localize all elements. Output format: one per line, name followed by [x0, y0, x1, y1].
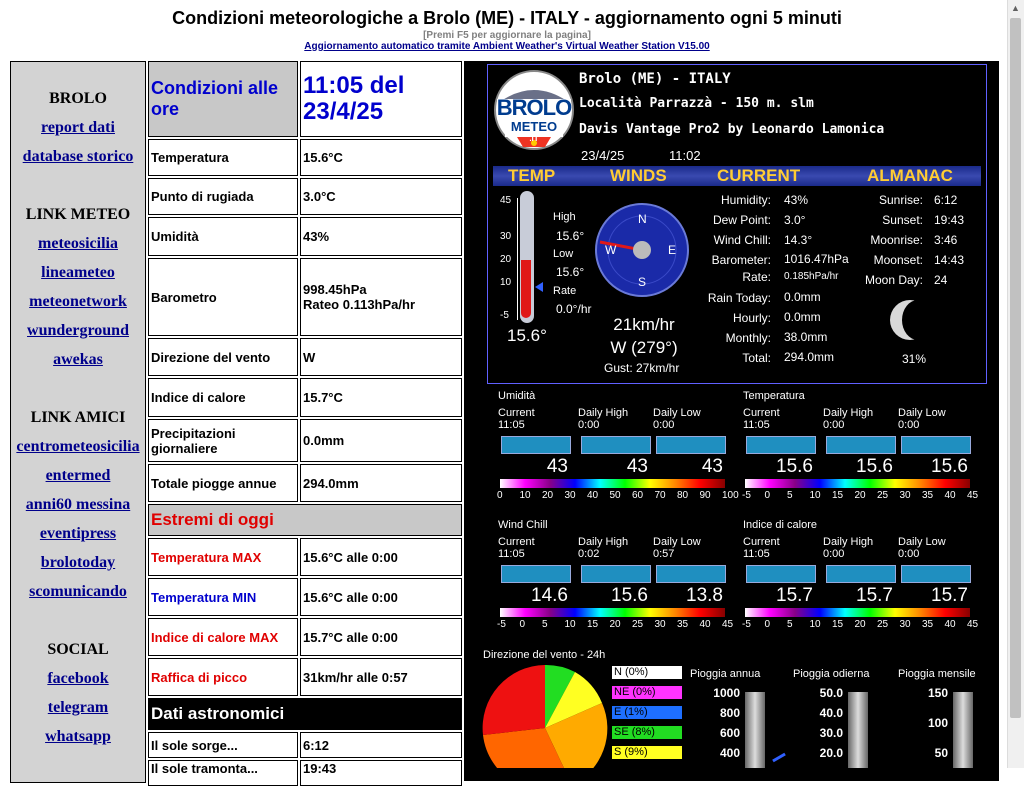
rain-gauge-title-1: Pioggia odierna	[793, 668, 870, 680]
row-label-umidita: Umidità	[148, 217, 298, 256]
current-value-rate: 0.185hPa/hr	[784, 271, 839, 282]
gauge-indice-calore-scale-tick: 10	[809, 619, 821, 630]
row-value-umidita: 43%	[300, 217, 462, 256]
gauge-temperatura-lcd-0	[746, 436, 816, 454]
current-label-dewpoint: Dew Point:	[712, 213, 771, 227]
rain-gauge-tick-1: 20.0	[819, 746, 843, 760]
temp-high-label: High	[553, 211, 576, 223]
scroll-up-arrow-icon[interactable]: ▲	[1011, 3, 1020, 13]
thermo-tick-20: 20	[500, 254, 512, 265]
gauge-indice-calore-value-1: 15.7	[856, 585, 893, 606]
gauge-temperatura-scale-tick: 35	[922, 490, 934, 501]
gauge-umidita-scale-tick: 20	[542, 490, 554, 501]
gauge-temperatura-scale-tick: 30	[899, 490, 911, 501]
console-date: 23/4/25	[581, 148, 625, 163]
sidebar-link-meteonetwork[interactable]: meteonetwork	[29, 293, 127, 310]
almanac-value-moonrise: 3:46	[934, 233, 958, 247]
row-value-barometro	[300, 258, 462, 336]
vws-console	[487, 64, 987, 384]
gauge-indice-calore-scale-tick: 5	[787, 619, 793, 630]
extreme-value-tmin: 15.6°C alle 0:00	[300, 578, 462, 616]
extreme-value-heat-max: 15.7°C alle 0:00	[300, 618, 462, 656]
moon-percent: 31%	[902, 352, 927, 366]
gauge-temperatura-col-time-1: 0:00	[823, 419, 845, 431]
barometro-rate: Rateo 0.113hPa/hr	[303, 297, 415, 312]
gauge-temperatura-col-label-2: Daily Low	[898, 407, 946, 419]
sidebar-link-whatsapp[interactable]: whatsapp	[45, 728, 111, 745]
row-value-indice-calore: 15.7°C	[300, 378, 462, 417]
current-value-rain-today: 0.0mm	[784, 290, 821, 304]
auto-update-link-text[interactable]: Aggiornamento automatico tramite Ambient Weather's Virtual Weather Station V15.00	[304, 41, 710, 52]
temp-rate-label: Rate	[553, 285, 577, 297]
almanac-label-moonset: Moonset:	[873, 253, 923, 267]
gauge-wind-chill-col-time-2: 0:57	[653, 548, 675, 560]
gauge-indice-calore-lcd-2	[901, 565, 971, 583]
almanac-value-sunrise: 6:12	[934, 193, 958, 207]
sidebar-link-meteosicilia[interactable]: meteosicilia	[38, 235, 118, 252]
row-label-barometro: Barometro	[148, 258, 298, 336]
gauge-wind-chill-scale-tick: -5	[497, 619, 506, 630]
rain-gauge-tick-0: 600	[719, 726, 740, 740]
current-value-hourly: 0.0mm	[784, 310, 821, 324]
gauge-umidita-scale-tick: 30	[564, 490, 576, 501]
compass-e: E	[668, 243, 677, 257]
gauge-umidita-scale-tick: 80	[677, 490, 689, 501]
gauge-temperatura-scale-tick: 5	[787, 490, 793, 501]
sidebar-link-scomunicando[interactable]: scomunicando	[29, 583, 127, 600]
gauge-wind-chill-scale-tick: 40	[699, 619, 711, 630]
sidebar-link-lineameteo[interactable]: lineameteo	[41, 264, 115, 281]
rain-gauge-tick-2: 50	[934, 746, 948, 760]
gauge-indice-calore-scale-tick: 35	[922, 619, 934, 630]
gauge-temperatura-scale-tick: 0	[764, 490, 771, 501]
gauge-wind-chill-col-time-1: 0:02	[578, 548, 600, 560]
gauge-indice-calore-col-label-0: Current	[743, 536, 780, 548]
gauge-indice-calore-scale-tick: 30	[899, 619, 911, 630]
section-winds: WINDS	[610, 166, 667, 185]
sidebar-link-telegram[interactable]: telegram	[47, 699, 109, 716]
section-current: CURRENT	[717, 166, 801, 185]
thermometer-marker-icon	[535, 282, 543, 292]
wind-rose-legend-item: S (9%)	[612, 746, 682, 759]
wind-direction: W (279°)	[610, 338, 678, 357]
gauge-umidita-scale-tick: 100	[722, 490, 739, 501]
gauge-indice-calore-lcd-1	[826, 565, 896, 583]
gauge-indice-calore-scale-tick: 25	[877, 619, 889, 630]
gauge-umidita-scale-tick: 50	[609, 490, 621, 501]
rain-gauge-tick-0: 1000	[713, 686, 740, 700]
almanac-label-moonrise: Moonrise:	[870, 233, 923, 247]
gauge-wind-chill-scale-tick: 25	[632, 619, 644, 630]
gust-label: Gust:	[604, 361, 633, 375]
gauge-umidita-lcd-1	[581, 436, 651, 454]
section-almanac: ALMANAC	[867, 166, 953, 185]
current-value-barometer: 1016.47hPa	[784, 252, 849, 266]
astro-label-sunset: Il sole tramonta...	[148, 760, 298, 786]
extreme-label-gust: Raffica di picco	[148, 658, 298, 696]
gauge-umidita-col-time-0: 11:05	[498, 419, 525, 431]
compass-n: N	[638, 212, 647, 226]
gauge-temperatura-col-time-2: 0:00	[898, 419, 920, 431]
conditions-header-time	[300, 61, 462, 137]
wind-rose-legend-item: E (1%)	[612, 706, 682, 719]
temp-low-value: 15.6°	[556, 265, 585, 279]
gauge-wind-chill-value-0: 14.6	[531, 585, 568, 606]
rain-gauge-tick-1: 30.0	[819, 726, 843, 740]
extreme-value-gust: 31km/hr alle 0:57	[300, 658, 462, 696]
temp-rate-value: 0.0°/hr	[556, 302, 592, 316]
moon-phase-icon	[888, 298, 938, 348]
gauge-indice-calore-col-label-1: Daily High	[823, 536, 874, 548]
row-value-direzione-vento: W	[300, 338, 462, 376]
gauge-indice-calore-scale-tick: -5	[742, 619, 751, 630]
sidebar-heading-link-meteo: LINK METEO	[25, 206, 131, 223]
row-label-punto-rugiada: Punto di rugiada	[148, 178, 298, 215]
rain-gauge-tick-2: 150	[927, 686, 948, 700]
conditions-header-label	[148, 61, 298, 137]
sidebar-link-wunderground[interactable]: wunderground	[27, 322, 129, 339]
gauge-temperatura-scale-tick: -5	[742, 490, 751, 501]
sidebar	[10, 61, 146, 783]
row-value-punto-rugiada: 3.0°C	[300, 178, 462, 215]
wind-rose-title: Direzione del vento - 24h	[483, 649, 606, 661]
gauge-temperatura-color-scale	[745, 479, 970, 488]
rain-gauge-tube-0	[745, 692, 765, 768]
thermo-tick-minus5: -5	[500, 310, 509, 321]
gauge-umidita-lcd-2	[656, 436, 726, 454]
gauge-wind-chill-scale-tick: 20	[609, 619, 621, 630]
gauge-temperatura-scale-tick: 40	[944, 490, 956, 501]
logo-text-meteo: METEO	[510, 119, 558, 134]
astro-label-sunrise: Il sole sorge...	[148, 732, 298, 758]
station-name: Brolo (ME) - ITALY	[579, 71, 731, 87]
logo-text-brolo: BROLO	[496, 95, 572, 120]
gauge-indice-calore-col-time-0: 11:05	[743, 548, 770, 560]
gauge-wind-chill-scale-tick: 10	[564, 619, 576, 630]
gauge-wind-chill-scale-tick: 45	[722, 619, 734, 630]
conditions-header-label-text: Condizioni alle ore	[151, 78, 279, 119]
gauge-umidita-title: Umidità	[498, 390, 536, 402]
astro-value-sunrise: 6:12	[300, 732, 462, 758]
current-value-humidity: 43%	[784, 193, 809, 207]
sidebar-link-entermed[interactable]: entermed	[45, 467, 111, 484]
sidebar-heading-social: SOCIAL	[47, 641, 109, 658]
gauge-temperatura-lcd-2	[901, 436, 971, 454]
gauge-wind-chill-col-label-2: Daily Low	[653, 536, 701, 548]
gauge-temperatura-scale-tick: 10	[809, 490, 821, 501]
gauge-wind-chill-col-label-1: Daily High	[578, 536, 629, 548]
almanac-value-moonset: 14:43	[934, 253, 965, 267]
almanac-label-sunrise: Sunrise:	[878, 193, 923, 207]
astro-value-sunset: 19:43	[300, 760, 462, 786]
station-device: Davis Vantage Pro2 by Leonardo Lamonica	[579, 122, 885, 137]
rain-gauge-tick-0: 400	[719, 746, 740, 760]
gauge-wind-chill-lcd-2	[656, 565, 726, 583]
gauge-indice-calore-col-time-2: 0:00	[898, 548, 920, 560]
current-label-humidity: Humidity:	[720, 193, 771, 207]
sidebar-link-facebook[interactable]: facebook	[47, 670, 109, 687]
compass-w: W	[605, 243, 617, 257]
temp-low-label: Low	[553, 248, 574, 260]
sidebar-heading-brolo: BROLO	[49, 90, 107, 107]
current-label-rate: Rate:	[742, 270, 771, 284]
gauge-indice-calore-value-0: 15.7	[776, 585, 813, 606]
gauge-umidita-scale-tick: 60	[632, 490, 644, 501]
current-label-monthly: Monthly:	[725, 331, 771, 345]
thermo-tick-30: 30	[500, 231, 512, 242]
page-title: Condizioni meteorologiche a Brolo (ME) - ITALY - aggiornamento ogni 5 minuti	[172, 8, 842, 28]
gauge-umidita-scale-tick: 0	[497, 490, 503, 501]
almanac-value-moonday: 24	[934, 273, 948, 287]
gauge-temperatura-scale-tick: 25	[877, 490, 889, 501]
gauge-wind-chill-scale-tick: 30	[654, 619, 666, 630]
gauge-wind-chill-col-time-0: 11:05	[498, 548, 525, 560]
gauge-umidita-col-label-2: Daily Low	[653, 407, 701, 419]
rain-gauge-title-0: Pioggia annua	[690, 668, 761, 680]
sidebar-heading-link-amici: LINK AMICI	[30, 409, 126, 426]
gauge-wind-chill-scale-tick: 35	[677, 619, 689, 630]
gauge-wind-chill-color-scale	[500, 608, 725, 617]
row-label-temperatura: Temperatura	[148, 139, 298, 176]
current-label-hourly: Hourly:	[732, 311, 771, 325]
gauge-temperatura-scale-tick: 45	[967, 490, 979, 501]
almanac-label-moonday: Moon Day:	[864, 273, 923, 287]
gauge-indice-calore-color-scale	[745, 608, 970, 617]
gauge-indice-calore-scale-tick: 15	[832, 619, 844, 630]
gauge-temperatura-scale-tick: 20	[854, 490, 866, 501]
wind-rose-legend-item: SE (8%)	[612, 726, 682, 739]
gauge-indice-calore-scale-tick: 0	[764, 619, 771, 630]
gauge-temperatura-scale-tick: 15	[832, 490, 844, 501]
thermo-tick-10: 10	[500, 277, 512, 288]
gauge-wind-chill-lcd-1	[581, 565, 651, 583]
current-label-total: Total:	[742, 351, 771, 365]
gust-value: 27km/hr	[636, 361, 680, 375]
gauge-umidita-scale-tick: 40	[587, 490, 599, 501]
row-label-indice-calore: Indice di calore	[148, 378, 298, 417]
gauge-umidita-scale-tick: 70	[654, 490, 666, 501]
gauge-indice-calore-col-time-1: 0:00	[823, 548, 845, 560]
rain-gauge-tick-2: 100	[927, 716, 948, 730]
barometro-value: 998.45hPa	[303, 282, 367, 297]
rain-gauge-tube-1	[848, 692, 868, 768]
temp-value: 15.6°	[507, 326, 547, 345]
gauge-wind-chill-lcd-0	[501, 565, 571, 583]
gauge-indice-calore-scale-tick: 45	[967, 619, 979, 630]
almanac-label-sunset: Sunset:	[882, 213, 923, 227]
current-value-monthly: 38.0mm	[784, 330, 828, 344]
sidebar-link-eventipress[interactable]: eventipress	[39, 525, 117, 542]
gauge-umidita-scale-tick: 10	[519, 490, 531, 501]
gauge-umidita-col-time-2: 0:00	[653, 419, 675, 431]
sidebar-link-report-dati[interactable]: report dati	[41, 119, 115, 136]
sidebar-link-database-storico[interactable]: database storico	[22, 148, 134, 165]
gauge-indice-calore-title: Indice di calore	[743, 519, 817, 531]
gauge-umidita-color-scale	[500, 479, 725, 488]
station-location: Località Parrazzà - 150 m. slm	[579, 96, 814, 111]
gauge-wind-chill-col-label-0: Current	[498, 536, 535, 548]
rain-gauge-tick-1: 50.0	[819, 686, 843, 700]
gauge-wind-chill-value-2: 13.8	[686, 585, 723, 606]
logo-text-suffix: .IT	[529, 134, 539, 143]
thermo-tick-45: 45	[500, 195, 512, 206]
rain-gauge-tube-2	[953, 692, 973, 768]
gauge-temperatura-col-label-1: Daily High	[823, 407, 874, 419]
current-value-windchill: 14.3°	[784, 233, 813, 247]
row-label-direzione-vento: Direzione del vento	[148, 338, 298, 376]
current-label-rain-today: Rain Today:	[707, 291, 771, 305]
auto-update-link[interactable]	[0, 41, 1014, 52]
rain-gauge-tick-1: 40.0	[819, 706, 843, 720]
gauge-umidita-value-0: 43	[546, 456, 568, 477]
gauge-wind-chill-scale-tick: 0	[519, 619, 526, 630]
gauge-temperatura-value-1: 15.6	[856, 456, 893, 477]
wind-rose-legend-item: NE (0%)	[612, 686, 682, 699]
extreme-value-tmax: 15.6°C alle 0:00	[300, 538, 462, 576]
thermometer-fill	[521, 260, 531, 318]
almanac-value-sunset: 19:43	[934, 213, 965, 227]
extreme-label-tmax: Temperatura MAX	[148, 538, 298, 576]
extreme-label-heat-max: Indice di calore MAX	[148, 618, 298, 656]
sidebar-link-brolotoday[interactable]: brolotoday	[40, 554, 116, 571]
current-label-barometer: Barometer:	[711, 253, 771, 267]
wind-speed: 21km/hr	[613, 315, 675, 334]
gauge-temperatura-value-0: 15.6	[776, 456, 813, 477]
gauge-umidita-value-1: 43	[626, 456, 648, 477]
gauge-wind-chill-value-1: 15.6	[611, 585, 648, 606]
sidebar-link-awekas[interactable]: awekas	[53, 351, 103, 368]
gauge-wind-chill-scale-tick: 15	[587, 619, 599, 630]
refresh-hint: [Premi F5 per aggiornare la pagina]	[423, 30, 591, 41]
gauge-umidita-lcd-0	[501, 436, 571, 454]
sidebar-link-anni60-messina[interactable]: anni60 messina	[25, 496, 131, 513]
gauge-umidita-col-label-0: Current	[498, 407, 535, 419]
gauge-temperatura-col-time-0: 11:05	[743, 419, 770, 431]
scroll-thumb[interactable]	[1010, 18, 1021, 718]
compass-s: S	[638, 275, 647, 289]
row-value-totale-piogge: 294.0mm	[300, 464, 462, 502]
conditions-header-time-text: 11:05 del 23/4/25	[303, 72, 405, 125]
wind-rose-chart	[480, 663, 610, 768]
section-temp: TEMP	[508, 166, 556, 185]
extreme-label-tmin: Temperatura MIN	[148, 578, 298, 616]
current-value-dewpoint: 3.0°	[784, 213, 806, 227]
gauge-umidita-scale-tick: 90	[699, 490, 711, 501]
row-label-totale-piogge: Totale piogge annue	[148, 464, 298, 502]
gauge-umidita-col-label-1: Daily High	[578, 407, 629, 419]
gauge-temperatura-col-label-0: Current	[743, 407, 780, 419]
gauge-umidita-col-time-1: 0:00	[578, 419, 600, 431]
current-label-windchill: Wind Chill:	[713, 233, 771, 247]
temp-high-value: 15.6°	[556, 229, 585, 243]
sidebar-link-centrometeosicilia[interactable]: centrometeosicilia	[16, 438, 140, 455]
gauge-wind-chill-scale-tick: 5	[542, 619, 548, 630]
rain-gauge-title-2: Pioggia mensile	[898, 668, 976, 680]
current-value-total: 294.0mm	[784, 350, 835, 364]
row-value-temperatura: 15.6°C	[300, 139, 462, 176]
gauge-indice-calore-scale-tick: 40	[944, 619, 956, 630]
gauge-wind-chill-title: Wind Chill	[498, 519, 548, 531]
gauge-indice-calore-col-label-2: Daily Low	[898, 536, 946, 548]
gauge-umidita-value-2: 43	[701, 456, 723, 477]
gauge-indice-calore-value-2: 15.7	[931, 585, 968, 606]
console-time: 11:02	[669, 148, 701, 163]
gauge-temperatura-title: Temperatura	[743, 390, 805, 402]
extremes-heading: Estremi di oggi	[148, 504, 462, 536]
gauge-indice-calore-scale-tick: 20	[854, 619, 866, 630]
gauge-indice-calore-lcd-0	[746, 565, 816, 583]
astro-heading: Dati astronomici	[148, 698, 462, 730]
wind-rose-legend-item: N (0%)	[612, 666, 682, 679]
row-label-precipitazioni: Precipitazioni giornaliere	[148, 419, 298, 462]
gauge-temperatura-value-2: 15.6	[931, 456, 968, 477]
row-value-precipitazioni: 0.0mm	[300, 419, 462, 462]
rain-gauge-tick-0: 800	[719, 706, 740, 720]
gauge-temperatura-lcd-1	[826, 436, 896, 454]
